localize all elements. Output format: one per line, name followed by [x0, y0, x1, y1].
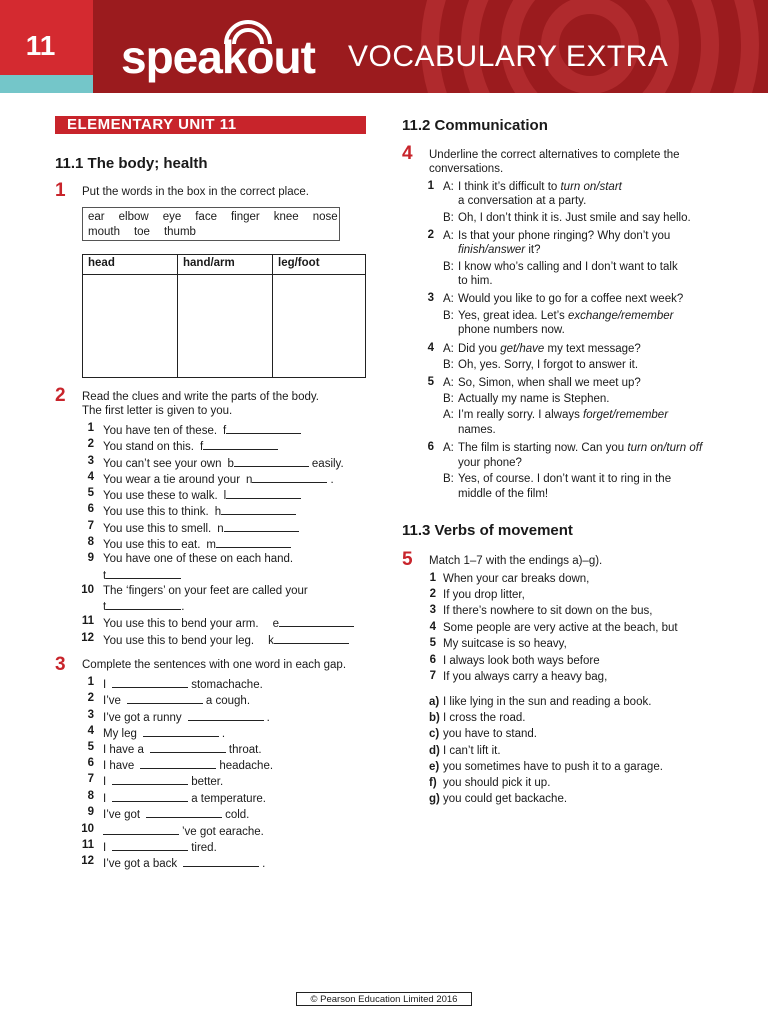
- sentence-ending: I can’t lift it.: [443, 745, 501, 757]
- item-number: 10: [81, 823, 94, 835]
- first-letter: n: [246, 474, 253, 486]
- word-box-word: mouth: [88, 226, 120, 238]
- table-cell-head[interactable]: [83, 275, 178, 378]
- answer-blank[interactable]: [112, 773, 188, 785]
- speaker-a: A:: [443, 230, 454, 242]
- unit-number-tab: 11: [0, 0, 93, 75]
- sentence-text: better.: [191, 776, 224, 788]
- first-letter: t: [103, 601, 107, 613]
- first-letter: f: [200, 441, 204, 453]
- answer-blank[interactable]: [234, 455, 309, 467]
- speaker-a: A:: [443, 181, 454, 193]
- speaker-a: A:: [443, 343, 454, 355]
- ending-letter: b): [429, 712, 440, 724]
- sentence-text: I: [103, 679, 107, 691]
- sentence-text: I have a: [103, 744, 144, 756]
- clue-text: You use these to walk.: [103, 490, 218, 502]
- item-number: 9: [87, 806, 94, 818]
- sentence-item: [103, 855, 265, 871]
- word-box-row-2: [88, 225, 210, 239]
- dialogue-3-b-line-1: [458, 309, 673, 323]
- text: Did you: [458, 343, 501, 355]
- clue-item: [103, 438, 278, 454]
- sentence-text: I’ve: [103, 695, 121, 707]
- sentence-text: I’ve got: [103, 809, 141, 821]
- ex5-instruction: Match 1–7 with the endings a)–g).: [429, 555, 603, 567]
- clue-item: [103, 567, 181, 583]
- answer-blank[interactable]: [221, 503, 296, 515]
- dialogue-6-b-line-1: Yes, of course. I don’t want it to ring in the: [458, 473, 672, 485]
- answer-blank[interactable]: [226, 422, 301, 434]
- answer-blank[interactable]: [127, 692, 203, 704]
- sentence-ending: you have to stand.: [443, 728, 537, 740]
- sentence-beginning: When your car breaks down,: [443, 573, 590, 585]
- answer-blank[interactable]: [103, 823, 179, 835]
- sentence-ending: you could get backache.: [443, 793, 568, 805]
- sentence-text: a cough.: [205, 695, 251, 707]
- sentence-text: stomachache.: [191, 679, 263, 691]
- exercise-number-1: 1: [55, 180, 66, 201]
- dialogue-6-a-line-1: [458, 441, 702, 455]
- dialogue-number-2: 2: [427, 229, 434, 241]
- exercise-number-4: 4: [402, 143, 413, 164]
- exercise-number-3: 3: [55, 654, 66, 675]
- item-number: 2: [429, 588, 436, 600]
- table-header-head: head: [83, 255, 178, 275]
- table-header-leg-foot: leg/foot: [273, 255, 366, 275]
- item-number: 1: [87, 422, 94, 434]
- dialogue-6-b-line-2: middle of the film!: [458, 488, 549, 500]
- speaker-a: A:: [443, 293, 454, 305]
- item-number: 4: [87, 725, 94, 737]
- sentence-item: [103, 773, 223, 789]
- alternatives[interactable]: finish/answer: [458, 244, 526, 256]
- answer-blank[interactable]: [112, 790, 188, 802]
- speaker-b: B:: [443, 212, 454, 224]
- ex3-instruction: Complete the sentences with one word in each gap.: [82, 659, 347, 671]
- answer-blank[interactable]: [279, 615, 354, 627]
- sentence-item: [103, 676, 263, 692]
- dialogue-2-a-line-1: Is that your phone ringing? Why don’t you: [458, 230, 671, 242]
- dialogue-1-a-line-2: a conversation at a party.: [458, 195, 587, 207]
- clue-text: You wear a tie around your: [103, 474, 241, 486]
- item-number: 12: [81, 855, 94, 867]
- section-heading-11-1: 11.1 The body; health: [55, 155, 208, 172]
- clue-item: [103, 471, 334, 487]
- ending-letter: g): [429, 793, 440, 805]
- item-number: 1: [87, 676, 94, 688]
- dialogue-number-5: 5: [427, 376, 434, 388]
- answer-blank[interactable]: [140, 757, 216, 769]
- clue-item: [103, 487, 301, 503]
- speaker-b: B:: [443, 473, 454, 485]
- sentence-text: a temperature.: [191, 793, 266, 805]
- copyright-footer: © Pearson Education Limited 2016: [296, 992, 472, 1006]
- answer-blank[interactable]: [226, 487, 301, 499]
- answer-blank[interactable]: [203, 438, 278, 450]
- clue-text: You have one of these on each hand.: [103, 553, 294, 565]
- text: I’m really sorry. I always: [458, 409, 584, 421]
- text: my text message?: [544, 343, 641, 355]
- word-box-word: finger: [230, 211, 260, 223]
- clue-text: You have ten of these.: [103, 425, 218, 437]
- ending-letter: a): [429, 696, 440, 708]
- first-letter: t: [103, 570, 107, 582]
- word-box-word: elbow: [118, 211, 149, 223]
- dialogue-6-a-line-2: your phone?: [458, 457, 522, 469]
- item-number: 11: [81, 615, 94, 627]
- item-number: 5: [87, 487, 94, 499]
- answer-blank[interactable]: [216, 536, 291, 548]
- teal-strip: [0, 75, 93, 93]
- first-letter: f: [223, 425, 227, 437]
- dialogue-number-4: 4: [427, 342, 434, 354]
- item-number: 6: [87, 503, 94, 515]
- clue-item: [103, 422, 301, 438]
- text: it?: [525, 244, 541, 256]
- sentence-text: .: [266, 712, 270, 724]
- clue-text: You use this to bend your arm.: [103, 618, 259, 630]
- first-letter: e: [272, 618, 279, 630]
- item-number: 7: [87, 520, 94, 532]
- word-box-word: thumb: [163, 226, 196, 238]
- item-number: 7: [87, 773, 94, 785]
- sentence-beginning: If you always carry a heavy bag,: [443, 671, 608, 683]
- word-box-row-1: [88, 210, 338, 224]
- item-number: 10: [81, 584, 94, 596]
- first-letter: l: [223, 490, 227, 502]
- sentence-text: I’ve got a back: [103, 858, 178, 870]
- item-number: 3: [87, 709, 94, 721]
- sentence-text: throat.: [228, 744, 262, 756]
- speaker-b: B:: [443, 359, 454, 371]
- word-box-word: ear: [88, 211, 105, 223]
- item-number: 2: [87, 692, 94, 704]
- answer-blank[interactable]: [188, 709, 264, 721]
- sentence-beginning: If you drop litter,: [443, 589, 525, 601]
- clue-item: [103, 598, 184, 614]
- item-number: 3: [429, 604, 436, 616]
- item-number: 5: [87, 741, 94, 753]
- answer-blank[interactable]: [150, 741, 226, 753]
- speaker-a: A:: [443, 377, 454, 389]
- text: Yes, great idea. Let’s: [458, 310, 568, 322]
- sentence-ending: you should pick it up.: [443, 777, 551, 789]
- exercise-number-5: 5: [402, 549, 413, 570]
- dialogue-2-b-line-1: I know who’s calling and I don’t want to talk: [458, 261, 678, 273]
- table-header-hand-arm: hand/arm: [178, 255, 273, 275]
- dialogue-2-a-line-2: [458, 243, 540, 257]
- sentence-item: [103, 806, 249, 822]
- clue-text: .: [330, 474, 334, 486]
- item-number: 8: [87, 536, 94, 548]
- text: I think it’s difficult to: [458, 181, 561, 193]
- speaker-b: B:: [443, 310, 454, 322]
- sentence-ending: you sometimes have to push it to a garage.: [443, 761, 663, 773]
- sentence-text: cold.: [225, 809, 250, 821]
- ex4-instruction-line-2: conversations.: [429, 163, 504, 175]
- sentence-ending: I cross the road.: [443, 712, 526, 724]
- sentence-item: [103, 709, 270, 725]
- sentence-item: [103, 757, 273, 773]
- item-number: 11: [81, 839, 94, 851]
- word-box-word: knee: [273, 211, 299, 223]
- item-number: 1: [429, 572, 436, 584]
- item-number: 6: [429, 654, 436, 666]
- ex2-instruction-line-1: Read the clues and write the parts of the body.: [82, 391, 319, 403]
- clue-item: [103, 455, 344, 471]
- sentence-text: I: [103, 842, 107, 854]
- alternatives[interactable]: forget/remember: [583, 409, 669, 421]
- clue-item: [103, 536, 291, 552]
- answer-blank[interactable]: [183, 855, 259, 867]
- dialogue-4-b: Oh, yes. Sorry, I forgot to answer it.: [458, 359, 639, 371]
- clue-text: You stand on this.: [103, 441, 195, 453]
- sentence-item: [103, 839, 217, 855]
- clue-text: You can’t see your own: [103, 458, 222, 470]
- clue-text: easily.: [311, 458, 344, 470]
- dialogue-2-b-line-2: to him.: [458, 275, 493, 287]
- answer-blank[interactable]: [146, 806, 222, 818]
- answer-blank[interactable]: [143, 725, 219, 737]
- alternatives[interactable]: turn on/start: [560, 181, 622, 193]
- item-number: 2: [87, 438, 94, 450]
- ex4-instruction-line-1: Underline the correct alternatives to complete the: [429, 149, 680, 161]
- sentence-text: .: [262, 858, 266, 870]
- item-number: 5: [429, 637, 436, 649]
- ending-letter: e): [429, 761, 440, 773]
- sentence-beginning: I always look both ways before: [443, 655, 600, 667]
- sentence-item: [103, 790, 266, 806]
- dialogue-number-6: 6: [427, 441, 434, 453]
- item-number: 3: [87, 455, 94, 467]
- table-cell-hand-arm[interactable]: [178, 275, 273, 378]
- word-box-word: face: [195, 211, 217, 223]
- sentence-item: [103, 725, 225, 741]
- alternatives[interactable]: exchange/remember: [567, 310, 674, 322]
- dialogue-1-a-line-1: [458, 180, 622, 194]
- first-letter: m: [206, 539, 216, 551]
- ex1-instruction: Put the words in the box in the correct place.: [82, 186, 309, 198]
- dialogue-5-b: Actually my name is Stephen.: [458, 393, 610, 405]
- sentence-text: tired.: [191, 842, 217, 854]
- section-heading-11-2: 11.2 Communication: [402, 117, 548, 134]
- sentence-text: I’ve got a runny: [103, 712, 182, 724]
- sorting-table: [82, 254, 366, 378]
- sentence-text: headache.: [219, 760, 274, 772]
- page-title: VOCABULARY EXTRA: [348, 40, 669, 73]
- alternatives[interactable]: get/have: [500, 343, 545, 355]
- speaker-a: A:: [443, 409, 454, 421]
- sentence-item: [103, 692, 250, 708]
- speakout-logo: speakout: [121, 31, 315, 83]
- clue-item: [103, 520, 299, 536]
- header-banner: [0, 0, 768, 93]
- item-number: 8: [87, 790, 94, 802]
- item-number: 12: [81, 632, 94, 644]
- sentence-beginning: If there’s nowhere to sit down on the bus,: [443, 605, 653, 617]
- answer-blank[interactable]: [106, 567, 181, 579]
- ending-letter: c): [429, 728, 440, 740]
- dialogue-1-b: Oh, I don’t think it is. Just smile and say hello.: [458, 212, 691, 224]
- exercise-number-2: 2: [55, 385, 66, 406]
- first-letter: n: [217, 523, 224, 535]
- sentence-text: .: [221, 728, 226, 740]
- speaker-b: B:: [443, 393, 454, 405]
- word-box-word: nose: [312, 211, 338, 223]
- sentence-beginning: Some people are very active at the beach, but: [443, 622, 678, 634]
- dialogue-5-a: So, Simon, when shall we meet up?: [458, 377, 641, 389]
- dialogue-3-a: Would you like to go for a coffee next week?: [458, 293, 684, 305]
- clue-text: You use this to bend your leg.: [103, 635, 255, 647]
- clue-text: The ‘fingers’ on your feet are called your: [103, 585, 308, 597]
- first-letter: b: [227, 458, 234, 470]
- table-cell-leg-foot[interactable]: [273, 275, 366, 378]
- item-number: 6: [87, 757, 94, 769]
- item-number: 4: [87, 471, 94, 483]
- sentence-text: I have: [103, 760, 135, 772]
- clue-text: You use this to smell.: [103, 523, 212, 535]
- answer-blank[interactable]: [112, 676, 188, 688]
- clue-text: .: [181, 601, 185, 613]
- ending-letter: d): [429, 745, 440, 757]
- dialogue-number-1: 1: [427, 180, 434, 192]
- clue-text: You use this to think.: [103, 506, 209, 518]
- word-box-word: toe: [133, 226, 150, 238]
- sentence-item: [103, 741, 262, 757]
- clue-item: [103, 503, 296, 519]
- answer-blank[interactable]: [224, 520, 299, 532]
- ending-letter: f): [429, 777, 437, 789]
- answer-blank[interactable]: [274, 632, 349, 644]
- text: The film is starting now. Can you: [458, 442, 628, 454]
- answer-blank[interactable]: [112, 839, 188, 851]
- item-number: 7: [429, 670, 436, 682]
- sentence-ending: I like lying in the sun and reading a book.: [443, 696, 652, 708]
- first-letter: h: [214, 506, 222, 518]
- item-number: 9: [87, 552, 94, 564]
- sentence-text: I: [103, 776, 107, 788]
- word-box-word: eye: [162, 211, 182, 223]
- sentence-text: I: [103, 793, 107, 805]
- sentence-beginning: My suitcase is so heavy,: [443, 638, 567, 650]
- answer-blank[interactable]: [106, 598, 181, 610]
- section-heading-11-3: 11.3 Verbs of movement: [402, 522, 573, 539]
- unit-banner: ELEMENTARY UNIT 11: [55, 116, 366, 134]
- item-number: 4: [429, 621, 436, 633]
- sentence-item: [103, 823, 264, 839]
- sentence-text: ’ve got earache.: [182, 826, 264, 838]
- dialogue-3-b-line-2: phone numbers now.: [458, 324, 565, 336]
- speaker-b: B:: [443, 261, 454, 273]
- dialogue-5-c-line-1: [458, 408, 668, 422]
- ex2-instruction-line-2: The first letter is given to you.: [82, 405, 233, 417]
- dialogue-4-a: [458, 342, 641, 356]
- clue-item: [103, 615, 354, 631]
- alternatives[interactable]: turn on/turn off: [627, 442, 703, 454]
- sentence-text: My leg: [103, 728, 137, 740]
- first-letter: k: [268, 635, 274, 647]
- clue-text: You use this to eat.: [103, 539, 201, 551]
- speaker-a: A:: [443, 442, 454, 454]
- dialogue-5-c-line-2: names.: [458, 424, 496, 436]
- dialogue-number-3: 3: [427, 292, 434, 304]
- clue-item: [103, 632, 349, 648]
- answer-blank[interactable]: [252, 471, 327, 483]
